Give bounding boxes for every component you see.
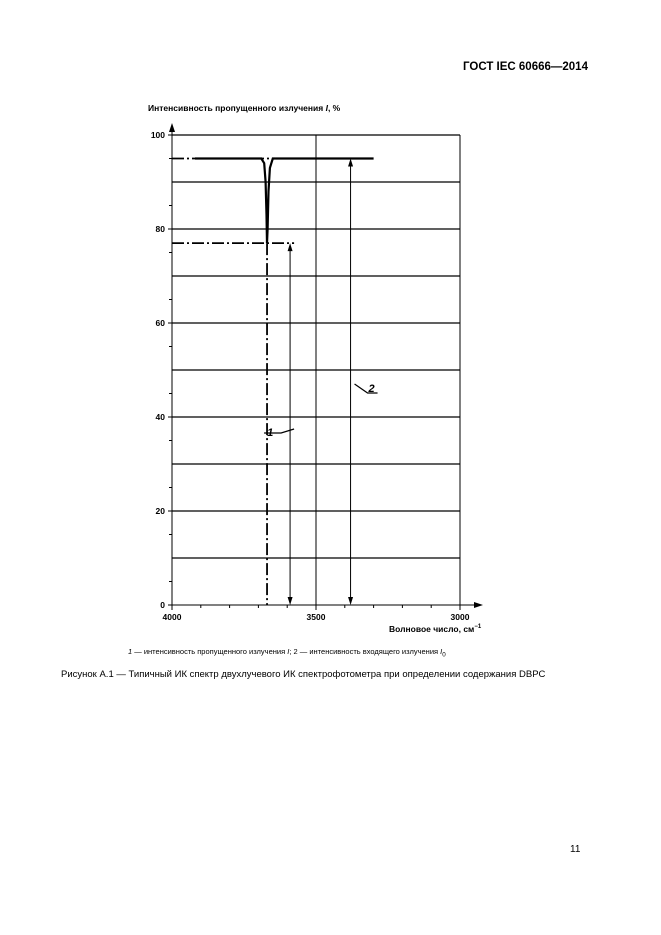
y-tick-label: 20 bbox=[155, 506, 165, 516]
series bbox=[195, 159, 374, 244]
y-tick-label: 60 bbox=[155, 318, 165, 328]
y-tick-label: 100 bbox=[150, 130, 165, 140]
document-header: ГОСТ IEC 60666—2014 bbox=[463, 61, 588, 73]
annotation-label-2: 2 bbox=[368, 383, 375, 395]
annotation-label-1: 1 bbox=[267, 427, 274, 439]
annotation-arrowhead-up-1 bbox=[288, 243, 293, 251]
axes bbox=[151, 123, 483, 622]
y-axis-arrow bbox=[169, 123, 175, 132]
x-tick-label: 4000 bbox=[162, 612, 182, 622]
x-tick-label: 3500 bbox=[306, 612, 326, 622]
x-axis-arrow bbox=[474, 602, 483, 608]
figure-legend: 1 — интенсивность пропущенного излучения I; 2 — интенсивность входящего излучения $I_0$ bbox=[128, 647, 446, 659]
y-tick-label: 80 bbox=[155, 224, 165, 234]
annotation-arrowhead-down-2 bbox=[348, 597, 353, 605]
reference-lines bbox=[172, 159, 314, 606]
annotations bbox=[264, 159, 377, 606]
page-number: 11 bbox=[570, 844, 581, 855]
annotation-arrowhead-up-2 bbox=[348, 159, 353, 167]
grid bbox=[172, 135, 460, 605]
figure-caption: Рисунок А.1 — Типичный ИК спектр двухлучевого ИК спектрофотометра при определении содержания DBPC bbox=[61, 669, 546, 680]
annotation-arrowhead-down-1 bbox=[288, 597, 293, 605]
x-axis-label: Волновое число, $см^{-1}$ bbox=[389, 624, 482, 634]
y-axis-label: Интенсивность пропущенного излучения I, % bbox=[148, 103, 341, 113]
x-tick-label: 3000 bbox=[450, 612, 470, 622]
spectrum-line bbox=[195, 159, 276, 244]
y-tick-label: 40 bbox=[155, 412, 165, 422]
y-tick-label: 0 bbox=[160, 600, 165, 610]
